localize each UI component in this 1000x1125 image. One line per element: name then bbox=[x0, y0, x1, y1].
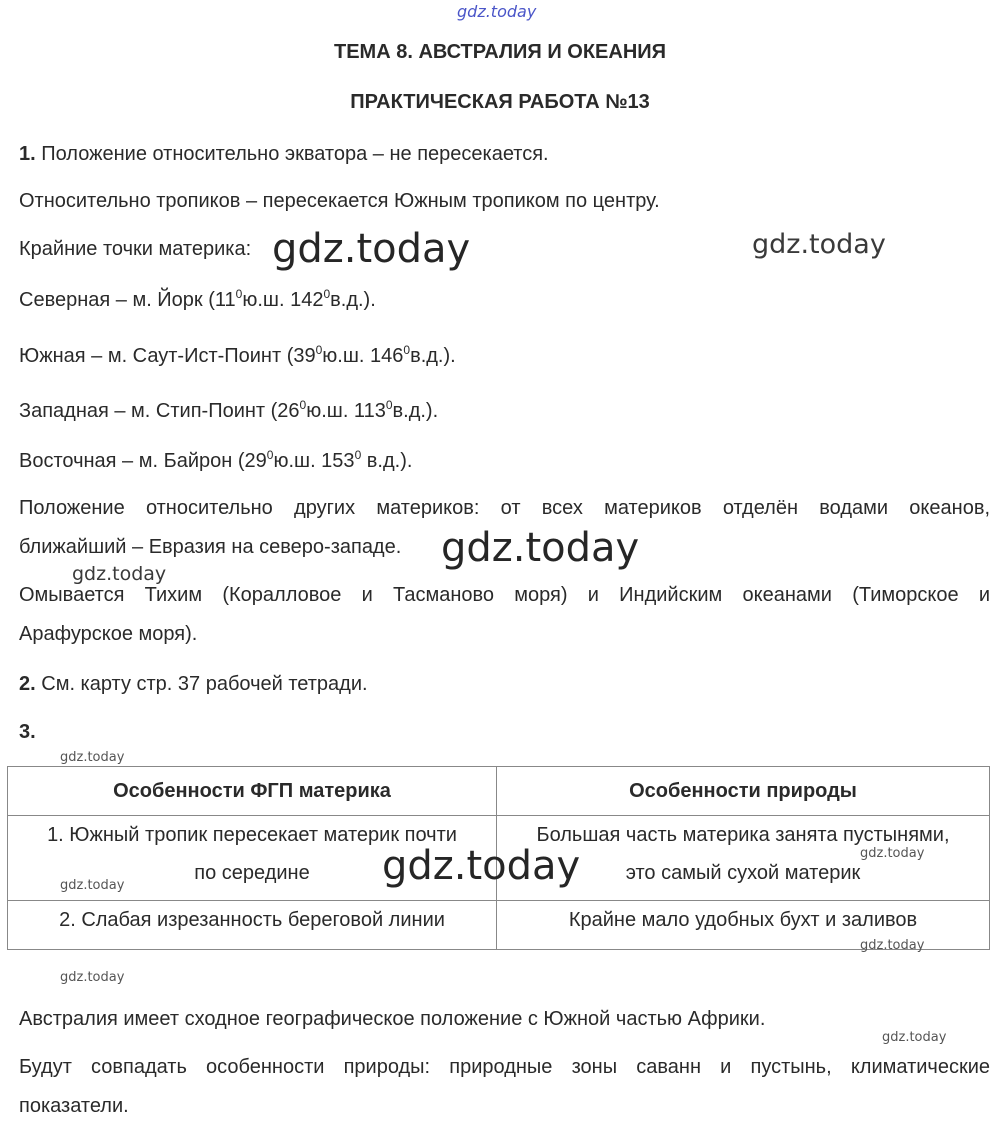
watermark: gdz.today bbox=[60, 878, 125, 893]
table-cell-ftp: 1. Южный тропик пересекает материк почти по середине bbox=[8, 816, 497, 901]
task1-oceans-line2: Арафурское моря). bbox=[19, 623, 198, 645]
task2 bbox=[19, 672, 990, 696]
task1-equator-text: Положение относительно экватора – не пересекается. bbox=[41, 143, 549, 165]
task1-tropics: Относительно тропиков – пересекается Южным тропиком по центру. bbox=[19, 190, 660, 212]
watermark: gdz.today bbox=[752, 229, 886, 260]
extreme-point-west: Западная – м. Стип-Поинт ($26^0ю.ш$. $113^0в.д$.). bbox=[19, 398, 439, 422]
extreme-point-south: Южная – м. Саут-Ист-Поинт ($39^0ю.ш$. $146^0в.д$.). bbox=[19, 343, 456, 367]
watermark-top: gdz.today bbox=[457, 2, 537, 21]
watermark: gdz.today bbox=[382, 843, 581, 889]
watermark: gdz.today bbox=[860, 938, 925, 953]
watermark: gdz.today bbox=[72, 563, 167, 585]
watermark: gdz.today bbox=[441, 525, 640, 571]
task3-number: 3. bbox=[19, 721, 36, 743]
page-subtitle: ПРАКТИЧЕСКАЯ РАБОТА №13 bbox=[350, 91, 650, 113]
task1-number: 1. bbox=[19, 143, 36, 165]
table-header-ftp: Особенности ФГП материка bbox=[8, 767, 497, 816]
task1-extreme-points-label: Крайние точки материка: bbox=[19, 238, 252, 260]
table-header-row bbox=[8, 767, 990, 816]
task1-equator bbox=[19, 142, 990, 166]
watermark: gdz.today bbox=[882, 1030, 947, 1045]
conclusion-line2b: показатели. bbox=[19, 1095, 129, 1117]
extreme-point-north: Северная – м. Йорк ($11^0ю.ш$. $142^0в.д$.). bbox=[19, 287, 376, 311]
extreme-point-east: Восточная – м. Байрон ($29^0ю.ш$. $153^0$ в.д.). bbox=[19, 448, 413, 472]
table-cell-ftp: 2. Слабая изрезанность береговой линии bbox=[8, 901, 497, 950]
table-header-nature: Особенности природы bbox=[497, 767, 990, 816]
table-row bbox=[8, 901, 990, 950]
task2-number: 2. bbox=[19, 673, 36, 695]
page-title: ТЕМА 8. АВСТРАЛИЯ И ОКЕАНИЯ bbox=[333, 41, 667, 63]
task1-continents-line2: ближайший – Евразия на северо-западе. bbox=[19, 536, 402, 558]
task1-continents-line1: Положение относительно других материков: от всех материков отделён водами океанов, bbox=[19, 497, 990, 519]
table-cell-nature: Крайне мало удобных бухт и заливов bbox=[497, 901, 990, 950]
watermark: gdz.today bbox=[860, 846, 925, 861]
watermark: gdz.today bbox=[60, 750, 125, 765]
table-cell-nature: Большая часть материка занята пустынями, это самый сухой материк bbox=[497, 816, 990, 901]
watermark: gdz.today bbox=[272, 226, 471, 272]
watermark: gdz.today bbox=[60, 970, 125, 985]
conclusion-line1: Австралия имеет сходное географическое положение с Южной частью Африки. bbox=[19, 1008, 766, 1030]
task1-oceans-line1: Омывается Тихим (Коралловое и Тасманово моря) и Индийским океанами (Тиморское и bbox=[19, 584, 990, 606]
conclusion-line2a: Будут совпадать особенности природы: природные зоны саванн и пустынь, климатические bbox=[19, 1056, 990, 1078]
task2-text: См. карту стр. 37 рабочей тетради. bbox=[41, 673, 368, 695]
